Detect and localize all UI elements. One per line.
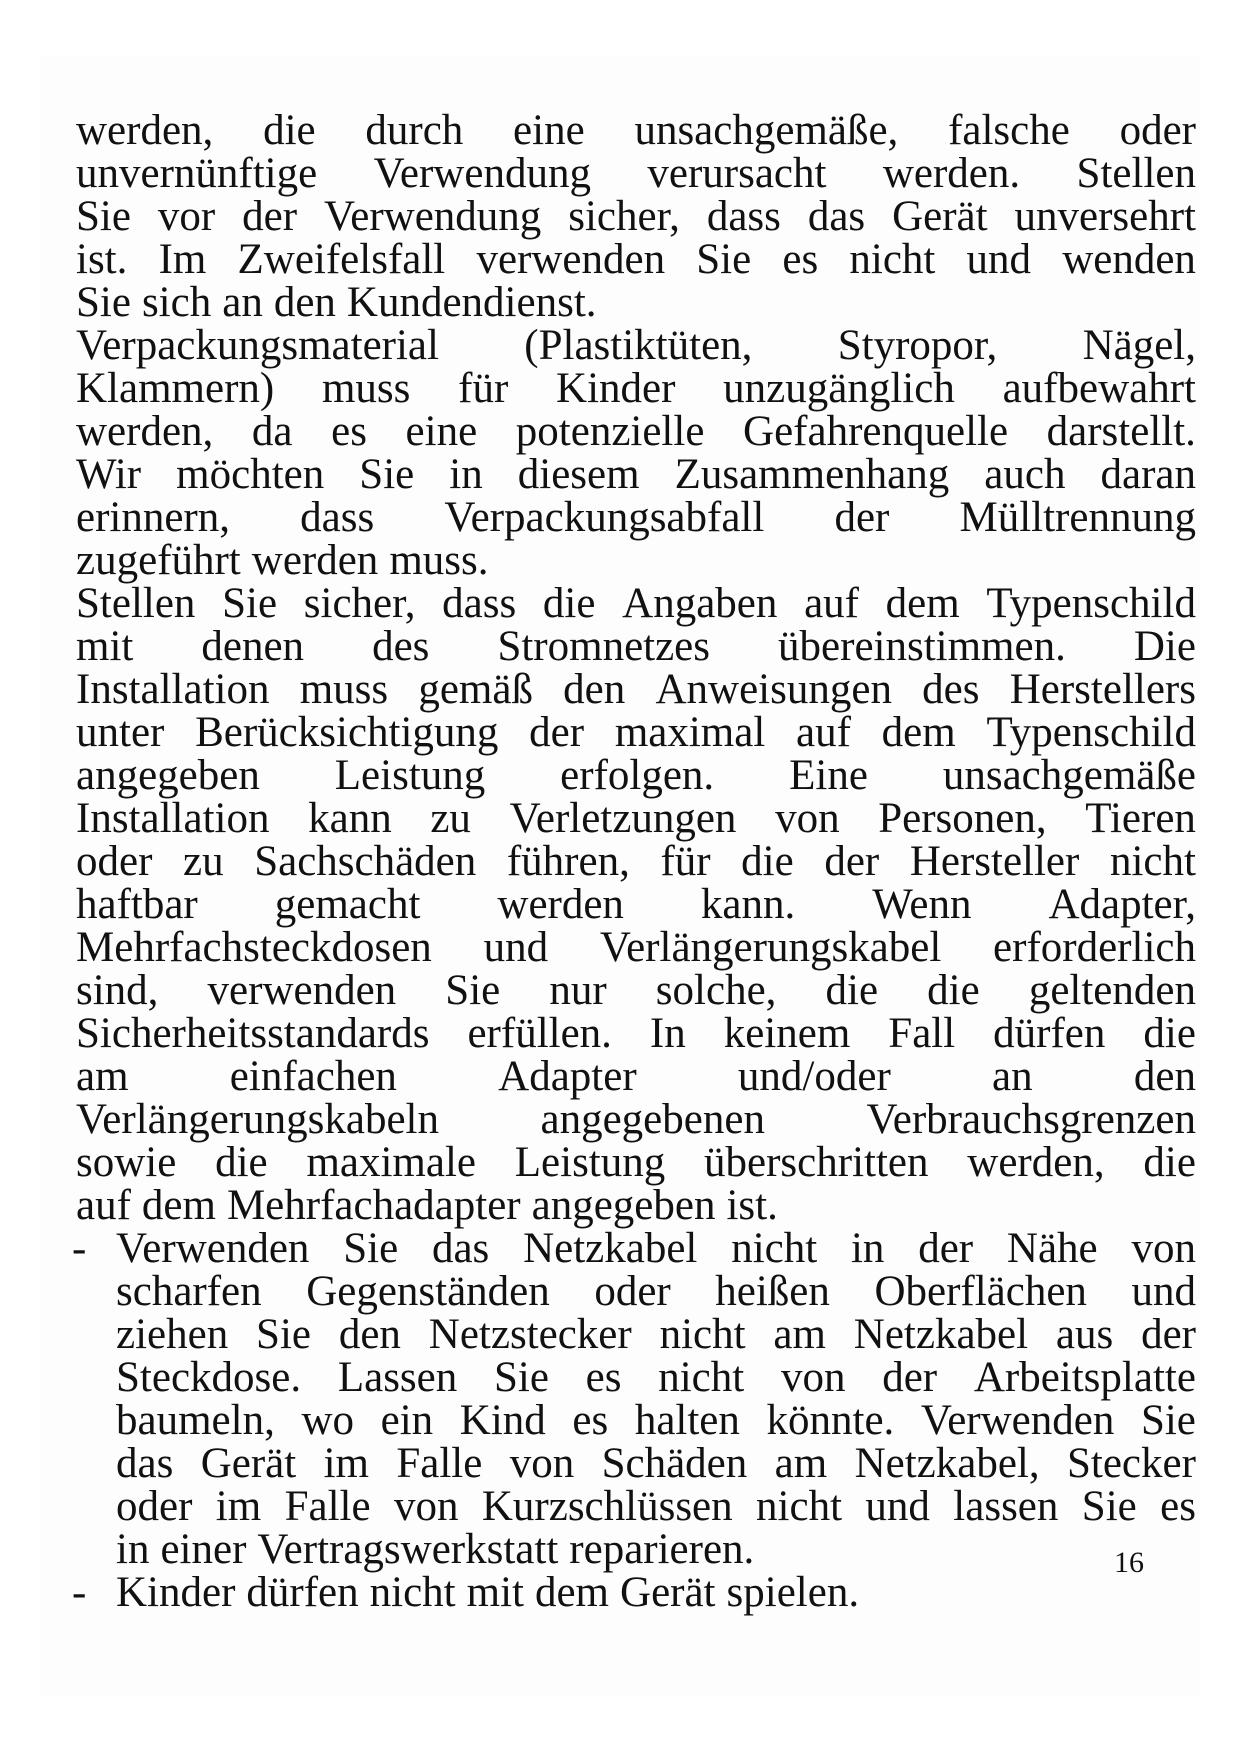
- text-line: das Gerät im Falle von Schäden am Netzkabel, Stecker: [116, 1440, 1196, 1487]
- text-line: Verlängerungskabeln angegebenen Verbrauchsgrenzen: [76, 1096, 1196, 1143]
- text-line: erinnern, dass Verpackungsabfall der Mülltrennung: [76, 494, 1196, 541]
- text-line: unter Berücksichtigung der maximal auf dem Typenschild: [76, 709, 1196, 756]
- text-line: ziehen Sie den Netzstecker nicht am Netzkabel aus der: [116, 1311, 1196, 1358]
- bullet-item: [72, 1225, 1196, 1573]
- bullet-marker: -: [72, 1225, 87, 1272]
- text-line: Klammern) muss für Kinder unzugänglich aufbewahrt: [76, 365, 1196, 412]
- text-line: mit denen des Stromnetzes übereinstimmen. Die: [76, 623, 1196, 670]
- page-number: 16: [1114, 1546, 1144, 1579]
- text-line: Installation kann zu Verletzungen von Personen, Tieren: [76, 795, 1196, 842]
- paragraph: [76, 582, 1196, 1227]
- text-line: werden, da es eine potenzielle Gefahrenquelle darstellt.: [76, 408, 1196, 455]
- bullet-marker: -: [72, 1569, 87, 1616]
- text-line: auf dem Mehrfachadapter angegeben ist.: [76, 1182, 778, 1229]
- text-line: Installation muss gemäß den Anweisungen des Herstellers: [76, 666, 1196, 713]
- text-line: sowie die maximale Leistung überschritten werden, die: [76, 1139, 1196, 1186]
- text-line: Stellen Sie sicher, dass die Angaben auf dem Typenschild: [76, 580, 1196, 627]
- text-line: ist. Im Zweifelsfall verwenden Sie es nicht und wenden: [76, 236, 1196, 283]
- text-line: Sicherheitsstandards erfüllen. In keinem Fall dürfen die: [76, 1010, 1196, 1057]
- text-line: Verwenden Sie das Netzkabel nicht in der Nähe von: [116, 1225, 1196, 1272]
- document-page: [40, 55, 1200, 1695]
- text-line: scharfen Gegenständen oder heißen Oberflächen und: [116, 1268, 1196, 1315]
- text-line: Kinder dürfen nicht mit dem Gerät spielen.: [116, 1569, 860, 1616]
- text-line: zugeführt werden muss.: [76, 537, 489, 584]
- bullet-item: [72, 1569, 1196, 1616]
- text-line: Wir möchten Sie in diesem Zusammenhang auch daran: [76, 451, 1196, 498]
- text-line: haftbar gemacht werden kann. Wenn Adapter,: [76, 881, 1196, 928]
- text-line: angegeben Leistung erfolgen. Eine unsachgemäße: [76, 752, 1196, 799]
- paragraph: [76, 109, 1196, 324]
- document-body: [72, 107, 1196, 1616]
- text-line: Mehrfachsteckdosen und Verlängerungskabel erforderlich: [76, 924, 1196, 971]
- text-line: unvernünftige Verwendung verursacht werden. Stellen: [76, 150, 1196, 197]
- text-line: Sie vor der Verwendung sicher, dass das Gerät unversehrt: [76, 193, 1196, 240]
- text-line: sind, verwenden Sie nur solche, die die geltenden: [76, 967, 1196, 1014]
- text-line: am einfachen Adapter und/oder an den: [76, 1053, 1196, 1100]
- text-line: Verpackungsmaterial (Plastiktüten, Styropor, Nägel,: [76, 322, 1196, 369]
- text-line: in einer Vertragswerkstatt reparieren.: [116, 1526, 755, 1573]
- text-line: werden, die durch eine unsachgemäße, falsche oder: [76, 107, 1196, 154]
- text-line: baumeln, wo ein Kind es halten könnte. Verwenden Sie: [116, 1397, 1196, 1444]
- text-line: oder im Falle von Kurzschlüssen nicht und lassen Sie es: [116, 1483, 1196, 1530]
- text-line: Steckdose. Lassen Sie es nicht von der Arbeitsplatte: [116, 1354, 1196, 1401]
- paragraph: [76, 324, 1196, 582]
- text-line: oder zu Sachschäden führen, für die der Hersteller nicht: [76, 838, 1196, 885]
- text-line: Sie sich an den Kundendienst.: [76, 279, 597, 326]
